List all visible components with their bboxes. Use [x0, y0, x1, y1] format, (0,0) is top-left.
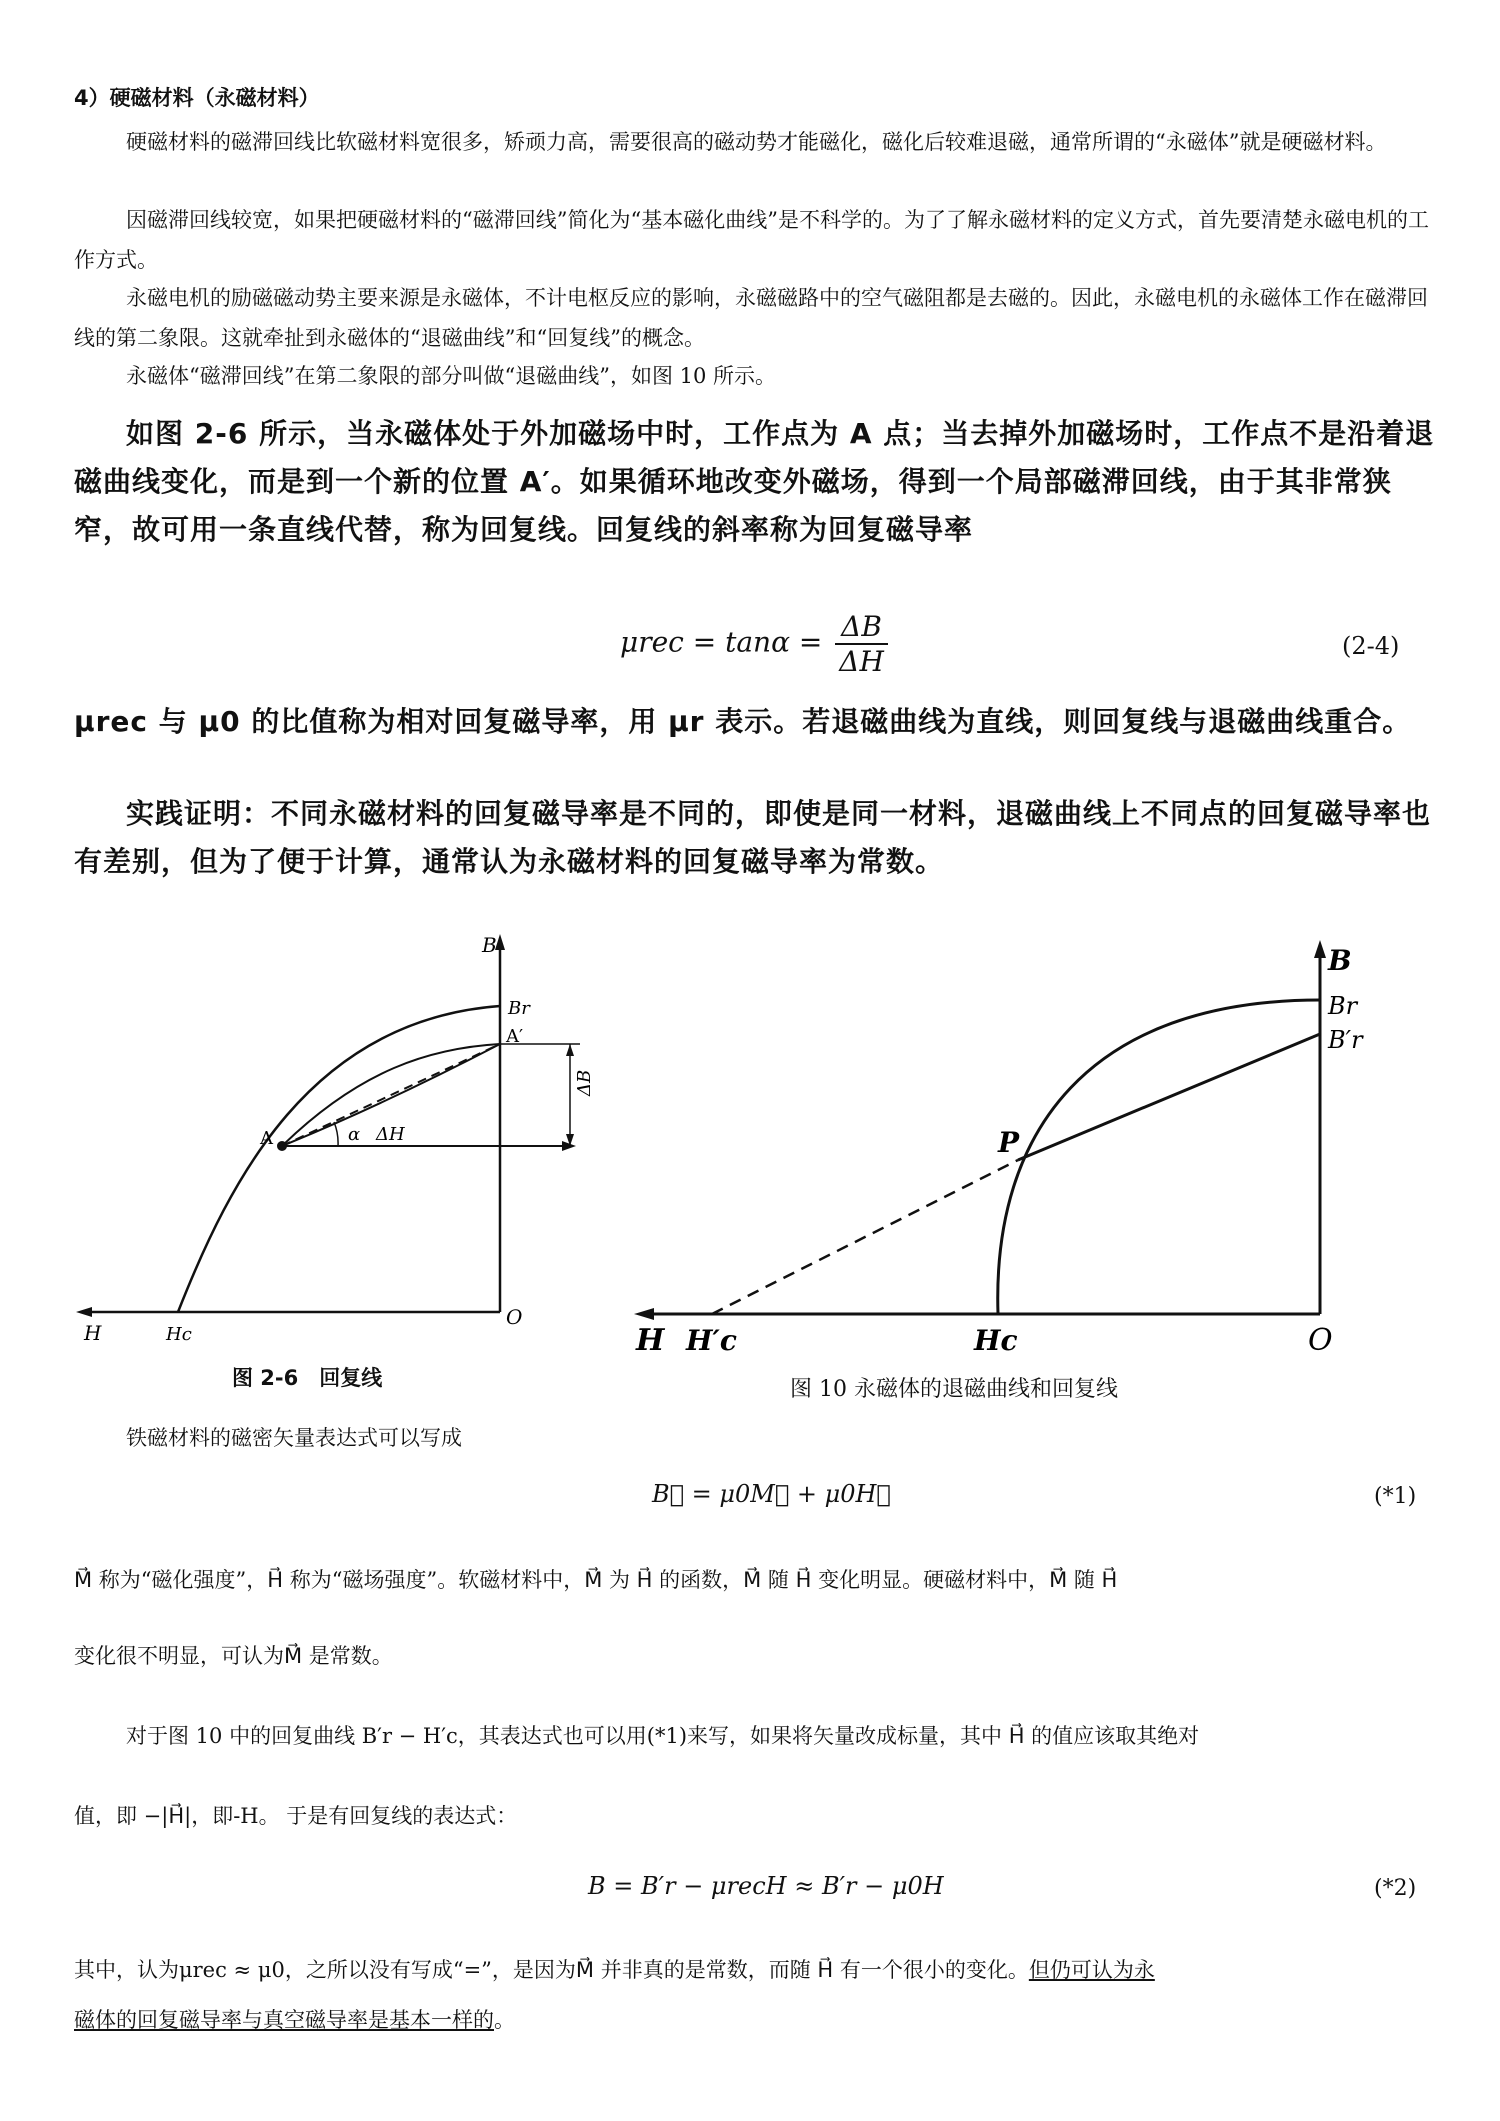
demagnetization-curve	[998, 1000, 1320, 1314]
label-o: O	[506, 1305, 523, 1329]
label-delta-h: ΔH	[376, 1124, 405, 1145]
equation-number-star-2: (*2)	[1374, 1876, 1417, 1901]
label-hc: Hc	[166, 1324, 192, 1345]
demagnetization-curve	[178, 1006, 500, 1312]
paragraph-flux-density: 铁磁材料的磁密矢量表达式可以写成	[126, 1426, 462, 1450]
label-a-prime: A′	[506, 1026, 524, 1047]
b-axis-arrow-icon	[1314, 940, 1326, 958]
h-axis-arrow-icon	[76, 1307, 92, 1317]
figure-2-6-caption: 图 2-6 回复线	[232, 1366, 383, 1390]
equation-lhs: μrec = tanα =	[620, 625, 832, 659]
paragraph-recoil-expression-cont: 值，即 −|H⃗|，即-H。 于是有回复线的表达式：	[74, 1804, 518, 1828]
label-p: P	[998, 1126, 1020, 1159]
paragraph-recoil-line: 如图 2-6 所示，当永磁体处于外加磁场中时，工作点为 A 点；当去掉外加磁场时，工作点不是沿着退磁曲线变化，而是到一个新的位置 A′。如果循环地改变外磁场，得到一个局部磁滞回线，由于其非常狭窄，故可用一条直线代替，称为回复线。回复线的斜率称为回复磁导率	[74, 417, 1435, 546]
paragraph-pm-motor: 永磁电机的励磁磁动势主要来源是永磁体，不计电枢反应的影响，永磁磁路中的空气磁阻都是去磁的。因此，永磁电机的永磁体工作在磁滞回线的第二象限。这就牵扯到永磁体的“退磁曲线”和“回复线”的概念。	[74, 286, 1428, 350]
conclusion-underlined-2: 磁体的回复磁导率与真空磁导率是基本一样的	[74, 2008, 494, 2032]
delta-b-arrow-up-icon	[566, 1044, 574, 1056]
paragraph-magnetization: M⃗ 称为“磁化强度”，H⃗ 称为“磁场强度”。软磁材料中，M⃗ 为 H⃗ 的函数，M⃗ 随 H⃗ 变化明显。硬磁材料中，M⃗ 随 H⃗	[74, 1568, 1118, 1592]
label-h: H	[84, 1321, 102, 1345]
label-hc-prime: H′c	[686, 1324, 737, 1357]
section-heading: 4）硬磁材料（永磁材料）	[74, 86, 320, 110]
equation-star-1: B⃗ = μ0M⃗ + μ0H⃗	[652, 1480, 891, 1508]
equation-numerator: ΔB	[835, 610, 888, 645]
equation-number-2-4: (2-4)	[1342, 632, 1400, 660]
label-br: Br	[508, 998, 530, 1019]
label-br-prime: B′r	[1328, 1026, 1363, 1054]
point-a	[277, 1141, 287, 1151]
conclusion-text: 其中，认为μrec ≈ μ0，之所以没有写成“=”，是因为M⃗ 并非真的是常数，而随 H⃗ 有一个很小的变化。	[74, 1958, 1029, 1982]
label-alpha: α	[348, 1124, 361, 1145]
paragraph-conclusion-cont	[74, 2000, 1434, 2040]
label-br: Br	[1328, 992, 1358, 1020]
equation-denominator: ΔH	[839, 645, 884, 678]
paragraph-practice: 实践证明：不同永磁材料的回复磁导率是不同的，即使是同一材料，退磁曲线上不同点的回复磁导率也有差别，但为了便于计算，通常认为永磁材料的回复磁导率为常数。	[74, 797, 1432, 878]
conclusion-period: 。	[494, 2008, 515, 2032]
paragraph-recoil-expression: 对于图 10 中的回复曲线 B′r − H′c，其表达式也可以用(*1)来写，如果将矢量改成标量，其中 H⃗ 的值应该取其绝对	[126, 1724, 1200, 1748]
equation-star-2: B = B′r − μrecH ≈ B′r − μ0H	[588, 1872, 944, 1900]
paragraph-magnetization-cont: 变化很不明显，可认为M⃗ 是常数。	[74, 1644, 393, 1668]
alpha-arc	[334, 1122, 338, 1146]
equation-number-star-1: (*1)	[1374, 1484, 1417, 1509]
paragraph-relative-permeability: μrec 与 μ0 的比值称为相对回复磁导率，用 μr 表示。若退磁曲线为直线，则回复线与退磁曲线重合。	[74, 705, 1412, 738]
equation-2-4	[620, 610, 888, 678]
paragraph-hysteresis-width: 因磁滞回线较宽，如果把硬磁材料的“磁滞回线”简化为“基本磁化曲线”是不科学的。为了了解永磁材料的定义方式，首先要清楚永磁电机的工作方式。	[74, 208, 1429, 272]
label-b: B	[482, 933, 497, 957]
label-a: A	[260, 1128, 273, 1149]
paragraph-conclusion	[74, 1950, 1434, 1990]
label-h: H	[636, 1323, 665, 1358]
label-hc: Hc	[974, 1324, 1018, 1357]
paragraph-demag-curve: 永磁体“磁滞回线”在第二象限的部分叫做“退磁曲线”，如图 10 所示。	[126, 364, 777, 388]
conclusion-underlined-1: 但仍可认为永	[1028, 1958, 1155, 1982]
recoil-line-extension	[712, 1160, 1018, 1314]
label-b: B	[1328, 944, 1352, 977]
figure-10	[620, 930, 1420, 1370]
figure-2-6	[70, 920, 610, 1350]
label-delta-b: ΔB	[574, 1069, 595, 1096]
h-axis-arrow-icon	[634, 1308, 654, 1320]
label-o: O	[1308, 1323, 1333, 1358]
figure-10-caption: 图 10 永磁体的退磁曲线和回复线	[790, 1377, 1118, 1402]
paragraph-hard-magnetic: 硬磁材料的磁滞回线比软磁材料宽很多，矫顽力高，需要很高的磁动势才能磁化，磁化后较难退磁，通常所谓的“永磁体”就是硬磁材料。	[126, 130, 1387, 154]
